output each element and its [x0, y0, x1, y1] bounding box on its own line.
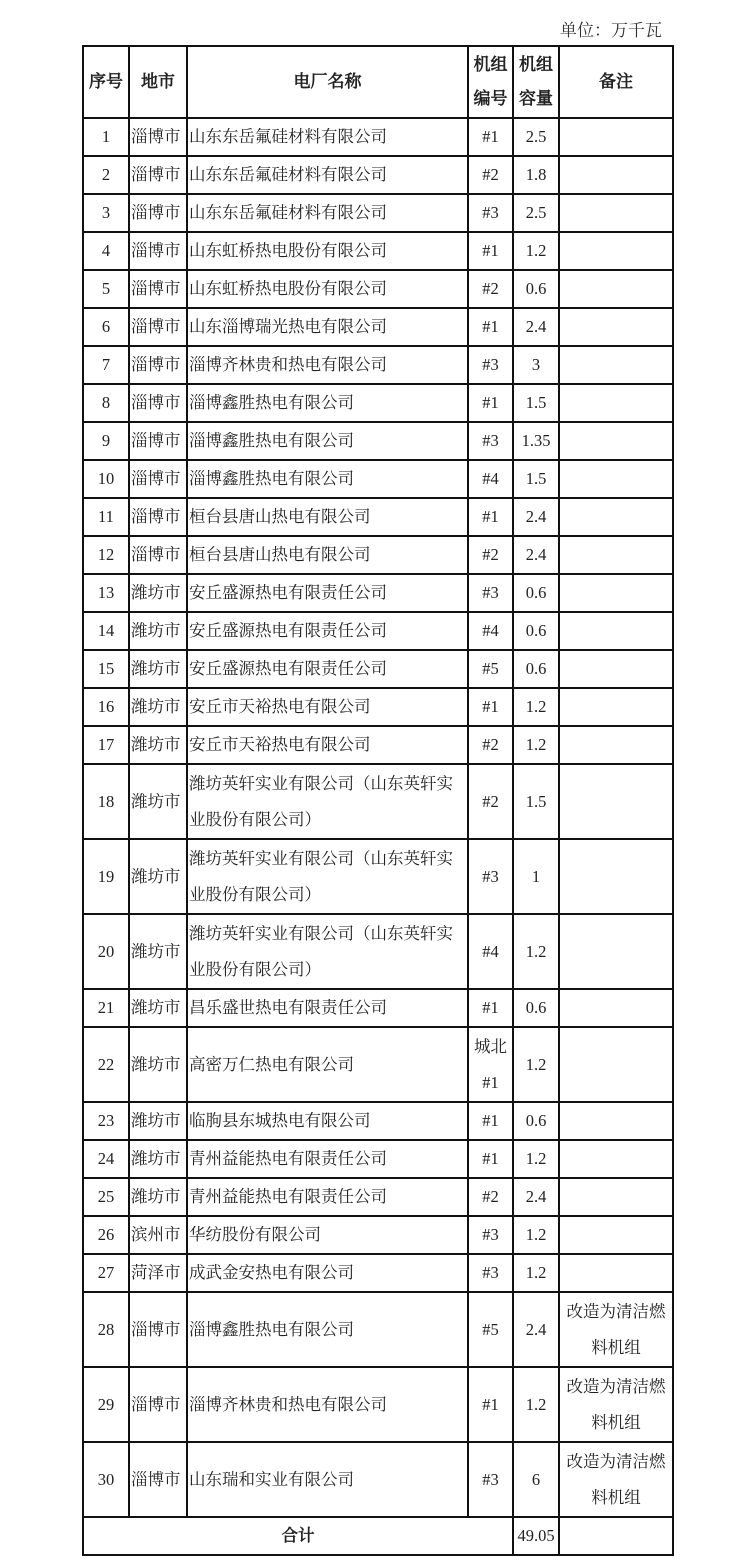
row-unit-no: #3 [468, 839, 513, 914]
row-unit-no: #1 [468, 118, 513, 156]
row-note [559, 839, 673, 914]
row-no: 9 [83, 422, 129, 460]
row-no: 17 [83, 726, 129, 764]
row-note [559, 726, 673, 764]
row-capacity: 1.2 [513, 232, 559, 270]
row-unit-no: #5 [468, 650, 513, 688]
row-city: 潍坊市 [129, 612, 187, 650]
table-row [83, 536, 673, 574]
table-row [83, 156, 673, 194]
row-capacity: 1.2 [513, 688, 559, 726]
row-city: 潍坊市 [129, 688, 187, 726]
row-city: 淄博市 [129, 536, 187, 574]
row-note [559, 346, 673, 384]
table-row [83, 1027, 673, 1102]
row-note [559, 1216, 673, 1254]
row-unit-no: #4 [468, 612, 513, 650]
row-no: 28 [83, 1292, 129, 1367]
row-city: 淄博市 [129, 422, 187, 460]
row-no: 2 [83, 156, 129, 194]
row-plant: 安丘市天裕热电有限公司 [187, 726, 468, 764]
table-row [83, 989, 673, 1027]
row-unit-no: #3 [468, 194, 513, 232]
row-unit-no: #4 [468, 914, 513, 989]
table-row [83, 498, 673, 536]
row-capacity: 1.35 [513, 422, 559, 460]
table-row [83, 764, 673, 839]
table-row [83, 1140, 673, 1178]
row-plant: 淄博齐林贵和热电有限公司 [187, 1367, 468, 1442]
row-city: 淄博市 [129, 232, 187, 270]
table-row [83, 1178, 673, 1216]
row-unit-no: #3 [468, 1442, 513, 1517]
row-capacity: 1.8 [513, 156, 559, 194]
row-unit-no: #1 [468, 232, 513, 270]
row-city: 潍坊市 [129, 1140, 187, 1178]
row-plant: 桓台县唐山热电有限公司 [187, 536, 468, 574]
row-plant: 山东东岳氟硅材料有限公司 [187, 194, 468, 232]
header-no: 序号 [83, 46, 129, 118]
row-no: 1 [83, 118, 129, 156]
row-note [559, 422, 673, 460]
row-capacity: 2.5 [513, 194, 559, 232]
row-city: 淄博市 [129, 384, 187, 422]
row-unit-no: #3 [468, 1216, 513, 1254]
row-no: 26 [83, 1216, 129, 1254]
row-no: 12 [83, 536, 129, 574]
row-capacity: 2.5 [513, 118, 559, 156]
table-row [83, 688, 673, 726]
row-no: 3 [83, 194, 129, 232]
table-row [83, 1292, 673, 1367]
row-capacity: 0.6 [513, 574, 559, 612]
row-capacity: 1.2 [513, 1027, 559, 1102]
row-note [559, 1178, 673, 1216]
row-city: 滨州市 [129, 1216, 187, 1254]
row-unit-no: #3 [468, 422, 513, 460]
row-capacity: 1.2 [513, 1367, 559, 1442]
row-note [559, 764, 673, 839]
row-note [559, 1254, 673, 1292]
row-plant: 淄博鑫胜热电有限公司 [187, 384, 468, 422]
row-note: 改造为清洁燃料机组 [559, 1442, 673, 1517]
table-row [83, 270, 673, 308]
row-no: 20 [83, 914, 129, 989]
row-unit-no: 城北#1 [468, 1027, 513, 1102]
row-no: 8 [83, 384, 129, 422]
row-capacity: 0.6 [513, 650, 559, 688]
row-no: 23 [83, 1102, 129, 1140]
row-plant: 淄博鑫胜热电有限公司 [187, 1292, 468, 1367]
row-city: 潍坊市 [129, 1178, 187, 1216]
row-plant: 华纺股份有限公司 [187, 1216, 468, 1254]
table-row [83, 1367, 673, 1442]
header-row [83, 46, 673, 118]
table-row [83, 118, 673, 156]
row-capacity: 0.6 [513, 989, 559, 1027]
row-note [559, 1102, 673, 1140]
row-capacity: 0.6 [513, 1102, 559, 1140]
row-capacity: 3 [513, 346, 559, 384]
row-unit-no: #2 [468, 764, 513, 839]
row-note [559, 498, 673, 536]
row-unit-no: #1 [468, 384, 513, 422]
row-unit-no: #3 [468, 1254, 513, 1292]
row-plant: 高密万仁热电有限公司 [187, 1027, 468, 1102]
row-unit-no: #4 [468, 460, 513, 498]
table-row [83, 346, 673, 384]
table-row [83, 384, 673, 422]
row-city: 潍坊市 [129, 574, 187, 612]
row-note [559, 688, 673, 726]
row-city: 潍坊市 [129, 650, 187, 688]
row-plant: 山东淄博瑞光热电有限公司 [187, 308, 468, 346]
row-no: 30 [83, 1442, 129, 1517]
row-note [559, 914, 673, 989]
row-capacity: 1.2 [513, 1140, 559, 1178]
row-no: 16 [83, 688, 129, 726]
row-plant: 淄博鑫胜热电有限公司 [187, 460, 468, 498]
row-unit-no: #1 [468, 308, 513, 346]
row-unit-no: #1 [468, 1102, 513, 1140]
row-capacity: 2.4 [513, 536, 559, 574]
row-city: 淄博市 [129, 460, 187, 498]
row-no: 24 [83, 1140, 129, 1178]
row-unit-no: #2 [468, 536, 513, 574]
row-unit-no: #3 [468, 346, 513, 384]
row-plant: 潍坊英轩实业有限公司（山东英轩实业股份有限公司） [187, 839, 468, 914]
row-capacity: 1.2 [513, 1216, 559, 1254]
row-note [559, 308, 673, 346]
row-city: 淄博市 [129, 308, 187, 346]
table-body [83, 118, 673, 1517]
row-city: 淄博市 [129, 194, 187, 232]
row-city: 潍坊市 [129, 914, 187, 989]
row-unit-no: #5 [468, 1292, 513, 1367]
row-capacity: 6 [513, 1442, 559, 1517]
row-unit-no: #2 [468, 1178, 513, 1216]
table-row [83, 194, 673, 232]
unit-label: 单位：万千瓦 [560, 21, 662, 40]
row-no: 13 [83, 574, 129, 612]
row-plant: 安丘盛源热电有限责任公司 [187, 574, 468, 612]
row-note [559, 1140, 673, 1178]
header-city: 地市 [129, 46, 187, 118]
table-row [83, 650, 673, 688]
row-city: 淄博市 [129, 1292, 187, 1367]
row-no: 19 [83, 839, 129, 914]
header-capacity: 机组容量 [513, 46, 559, 118]
row-city: 淄博市 [129, 118, 187, 156]
header-unit-no: 机组编号 [468, 46, 513, 118]
table-row [83, 422, 673, 460]
row-note [559, 384, 673, 422]
row-no: 6 [83, 308, 129, 346]
total-capacity: 49.05 [513, 1517, 559, 1555]
table-row [83, 574, 673, 612]
row-plant: 山东瑞和实业有限公司 [187, 1442, 468, 1517]
table-row [83, 726, 673, 764]
table-row [83, 839, 673, 914]
row-note [559, 536, 673, 574]
row-unit-no: #1 [468, 688, 513, 726]
table-row [83, 1442, 673, 1517]
row-note [559, 460, 673, 498]
row-no: 10 [83, 460, 129, 498]
row-city: 淄博市 [129, 1367, 187, 1442]
row-plant: 山东虹桥热电股份有限公司 [187, 270, 468, 308]
header-plant: 电厂名称 [187, 46, 468, 118]
row-city: 潍坊市 [129, 989, 187, 1027]
row-note [559, 118, 673, 156]
row-note: 改造为清洁燃料机组 [559, 1292, 673, 1367]
row-unit-no: #1 [468, 989, 513, 1027]
row-capacity: 1.5 [513, 384, 559, 422]
row-plant: 青州益能热电有限责任公司 [187, 1140, 468, 1178]
row-city: 淄博市 [129, 1442, 187, 1517]
row-unit-no: #2 [468, 156, 513, 194]
row-capacity: 0.6 [513, 270, 559, 308]
row-plant: 潍坊英轩实业有限公司（山东英轩实业股份有限公司） [187, 764, 468, 839]
row-capacity: 2.4 [513, 308, 559, 346]
table-row [83, 1216, 673, 1254]
row-capacity: 2.4 [513, 1292, 559, 1367]
row-plant: 淄博鑫胜热电有限公司 [187, 422, 468, 460]
table-row [83, 460, 673, 498]
row-plant: 桓台县唐山热电有限公司 [187, 498, 468, 536]
row-note: 改造为清洁燃料机组 [559, 1367, 673, 1442]
row-capacity: 1 [513, 839, 559, 914]
row-plant: 安丘市天裕热电有限公司 [187, 688, 468, 726]
table-row [83, 232, 673, 270]
row-city: 淄博市 [129, 156, 187, 194]
header-note: 备注 [559, 46, 673, 118]
table-row [83, 914, 673, 989]
row-city: 淄博市 [129, 270, 187, 308]
row-note [559, 989, 673, 1027]
row-plant: 青州益能热电有限责任公司 [187, 1178, 468, 1216]
row-capacity: 0.6 [513, 612, 559, 650]
table-row [83, 308, 673, 346]
row-plant: 淄博齐林贵和热电有限公司 [187, 346, 468, 384]
row-capacity: 1.5 [513, 764, 559, 839]
power-plant-table [82, 45, 674, 1556]
row-note [559, 650, 673, 688]
row-unit-no: #1 [468, 1140, 513, 1178]
row-note [559, 270, 673, 308]
table-row [83, 1254, 673, 1292]
table-row [83, 1102, 673, 1140]
row-no: 18 [83, 764, 129, 839]
row-city: 淄博市 [129, 346, 187, 384]
row-no: 11 [83, 498, 129, 536]
row-plant: 山东东岳氟硅材料有限公司 [187, 156, 468, 194]
row-unit-no: #1 [468, 498, 513, 536]
row-note [559, 612, 673, 650]
row-unit-no: #2 [468, 270, 513, 308]
row-note [559, 1027, 673, 1102]
row-city: 菏泽市 [129, 1254, 187, 1292]
row-city: 潍坊市 [129, 726, 187, 764]
row-note [559, 232, 673, 270]
row-capacity: 1.2 [513, 914, 559, 989]
row-plant: 成武金安热电有限公司 [187, 1254, 468, 1292]
row-capacity: 1.5 [513, 460, 559, 498]
row-plant: 昌乐盛世热电有限责任公司 [187, 989, 468, 1027]
row-note [559, 574, 673, 612]
row-plant: 潍坊英轩实业有限公司（山东英轩实业股份有限公司） [187, 914, 468, 989]
row-no: 4 [83, 232, 129, 270]
row-capacity: 2.4 [513, 1178, 559, 1216]
row-note [559, 194, 673, 232]
total-label: 合计 [83, 1517, 513, 1555]
row-no: 14 [83, 612, 129, 650]
row-no: 5 [83, 270, 129, 308]
row-no: 25 [83, 1178, 129, 1216]
row-note [559, 156, 673, 194]
total-row [83, 1517, 673, 1555]
total-note [559, 1517, 673, 1555]
row-capacity: 1.2 [513, 1254, 559, 1292]
row-plant: 临朐县东城热电有限公司 [187, 1102, 468, 1140]
row-city: 淄博市 [129, 498, 187, 536]
table-row [83, 612, 673, 650]
row-city: 潍坊市 [129, 839, 187, 914]
row-city: 潍坊市 [129, 764, 187, 839]
row-plant: 安丘盛源热电有限责任公司 [187, 650, 468, 688]
row-plant: 山东东岳氟硅材料有限公司 [187, 118, 468, 156]
row-plant: 山东虹桥热电股份有限公司 [187, 232, 468, 270]
row-unit-no: #2 [468, 726, 513, 764]
row-city: 潍坊市 [129, 1027, 187, 1102]
row-no: 22 [83, 1027, 129, 1102]
row-no: 15 [83, 650, 129, 688]
row-plant: 安丘盛源热电有限责任公司 [187, 612, 468, 650]
row-no: 27 [83, 1254, 129, 1292]
row-no: 29 [83, 1367, 129, 1442]
row-no: 7 [83, 346, 129, 384]
row-city: 潍坊市 [129, 1102, 187, 1140]
row-no: 21 [83, 989, 129, 1027]
row-unit-no: #3 [468, 574, 513, 612]
row-capacity: 1.2 [513, 726, 559, 764]
row-capacity: 2.4 [513, 498, 559, 536]
row-unit-no: #1 [468, 1367, 513, 1442]
